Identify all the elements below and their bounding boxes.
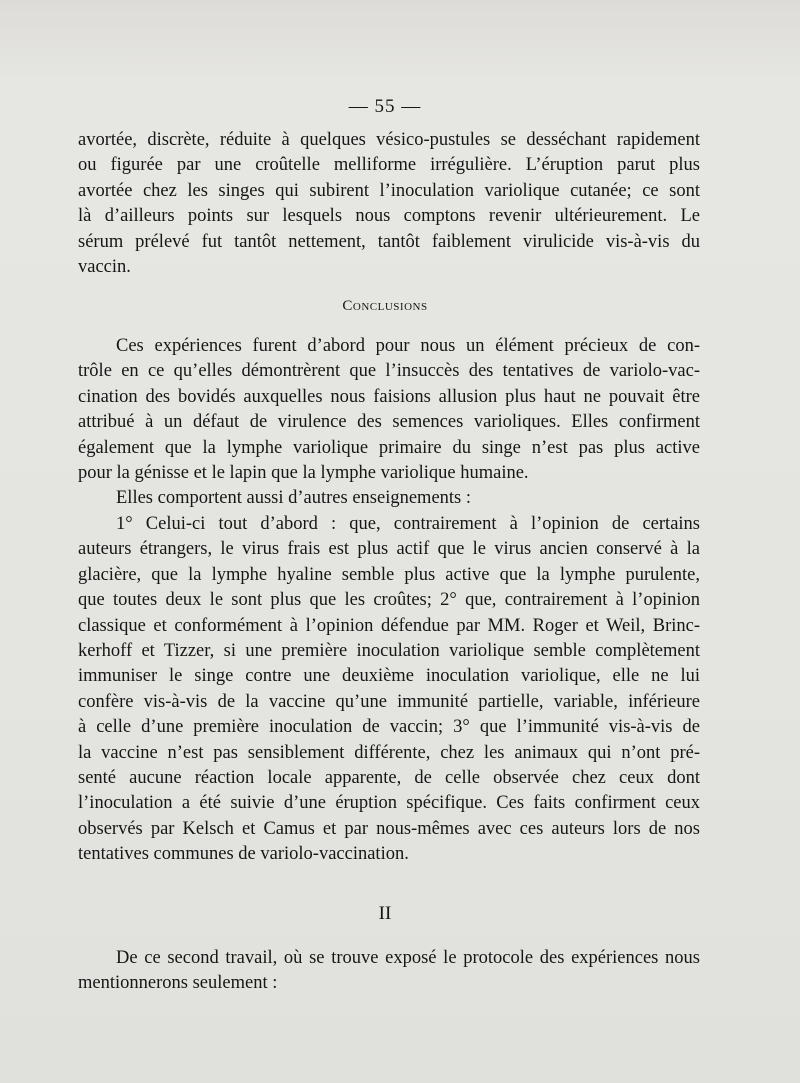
- paragraph-findings: [78, 512, 700, 868]
- text-line: sérum prélevé fut tantôt nettement, tantôt faiblement virulicide vis-à-vis du: [78, 231, 700, 252]
- text-line: ou figurée par une croûtelle melliforme irrégulière. L’éruption parut plus: [78, 155, 700, 176]
- text-line: la vaccine n’est pas sensiblement différente, chez les animaux qui n’ont pré-: [78, 742, 700, 763]
- text-line: observés par Kelsch et Camus et par nous-mêmes avec ces auteurs lors de nos: [78, 818, 700, 839]
- text-line: glacière, que la lymphe hyaline semble plus active que la lymphe purulente,: [78, 564, 700, 585]
- paragraph-enseignements: [78, 486, 700, 511]
- text-line: pour la génisse et le lapin que la lymphe variolique humaine.: [78, 463, 529, 484]
- paragraph-conclusions: [78, 334, 700, 486]
- text-line: là d’ailleurs points sur lesquels nous comptons revenir ultérieurement. Le: [78, 206, 700, 227]
- text-line: immuniser le singe contre une deuxième inoculation variolique, elle ne lui: [78, 666, 700, 687]
- text-line: vaccin.: [78, 257, 131, 278]
- text-line: De ce second travail, où se trouve exposé le protocole des expériences nous: [116, 948, 700, 968]
- text-line: mentionnerons seulement :: [78, 973, 278, 994]
- text-line: avortée, discrète, réduite à quelques vésico-pustules se desséchant rapidement: [78, 130, 700, 150]
- text-line: kerhoff et Tizzer, si une première inoculation variolique semble complètement: [78, 641, 700, 662]
- text-line: également que la lymphe variolique primaire du singe n’est pas plus active: [78, 437, 700, 458]
- text-line: avortée chez les singes qui subirent l’inoculation variolique cutanée; ce sont: [78, 180, 700, 201]
- text-line: confère vis-à-vis de la vaccine qu’une immunité partielle, variable, inférieure: [78, 691, 700, 712]
- text-line: Elles comportent aussi d’autres enseignements :: [116, 488, 472, 508]
- text-line: auteurs étrangers, le virus frais est plus actif que le virus ancien conservé à la: [78, 539, 700, 560]
- section-heading-conclusions: Conclusions: [342, 298, 428, 314]
- text-line: Ces expériences furent d’abord pour nous un élément précieux de con-: [116, 336, 700, 356]
- text-line: trôle en ce qu’elles démontrèrent que l’insuccès des tentatives de variolo-vac-: [78, 361, 700, 382]
- text-line: l’inoculation a été suivie d’une éruption spécifique. Ces faits confirment ceux: [78, 793, 700, 814]
- text-line: senté aucune réaction locale apparente, de celle observée chez ceux dont: [78, 768, 700, 789]
- text-line: que toutes deux le sont plus que les croûtes; 2° que, contrairement à l’opinion: [78, 590, 700, 611]
- text-line: tentatives communes de variolo-vaccination.: [78, 844, 409, 865]
- text-line: à celle d’une première inoculation de vaccin; 3° que l’immunité vis-à-vis de: [78, 717, 700, 738]
- paragraph-eruption: [78, 128, 700, 280]
- text-line: cination des bovidés auxquelles nous faisions allusion plus haut ne pouvait être: [78, 386, 700, 407]
- text-line: classique et conformément à l’opinion défendue par MM. Roger et Weil, Brinc-: [78, 615, 700, 636]
- page-number: — 55 —: [348, 96, 422, 117]
- section-number-roman: II: [378, 903, 392, 924]
- text-line: attribué à un défaut de virulence des semences varioliques. Elles confirment: [78, 412, 700, 433]
- paragraph-second-work: [78, 946, 700, 997]
- text-line: 1° Celui-ci tout d’abord : que, contrairement à l’opinion de certains: [116, 514, 700, 534]
